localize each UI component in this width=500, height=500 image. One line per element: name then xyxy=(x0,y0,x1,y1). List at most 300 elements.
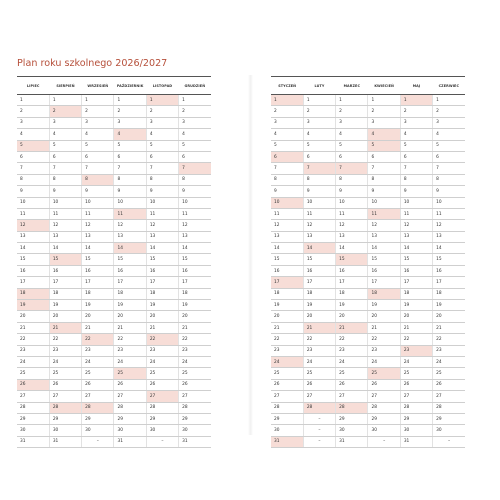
day-cell: 4 xyxy=(368,129,400,140)
day-cell: 22 xyxy=(82,334,114,345)
day-cell: 21 xyxy=(114,322,146,333)
day-cell: – xyxy=(303,425,335,436)
day-cell: 15 xyxy=(336,254,368,265)
day-cell: 12 xyxy=(114,220,146,231)
day-cell: 19 xyxy=(17,300,49,311)
day-row xyxy=(17,413,211,424)
day-cell: 19 xyxy=(49,300,81,311)
day-cell: 11 xyxy=(82,208,114,219)
day-cell: 25 xyxy=(271,368,303,379)
day-cell: 28 xyxy=(179,402,211,413)
day-cell: 5 xyxy=(82,140,114,151)
day-cell: 13 xyxy=(336,231,368,242)
day-cell: 23 xyxy=(49,345,81,356)
day-cell: 10 xyxy=(271,197,303,208)
day-cell: 22 xyxy=(146,334,178,345)
day-cell: – xyxy=(146,436,178,447)
day-cell: 1 xyxy=(433,95,465,106)
day-row xyxy=(271,345,465,356)
day-row xyxy=(17,402,211,413)
day-cell: 23 xyxy=(368,345,400,356)
day-cell: 29 xyxy=(433,413,465,424)
day-cell: 22 xyxy=(336,334,368,345)
day-cell: 14 xyxy=(336,243,368,254)
day-cell: 16 xyxy=(146,265,178,276)
day-cell: 5 xyxy=(271,140,303,151)
day-cell: 29 xyxy=(368,413,400,424)
day-cell: 17 xyxy=(336,277,368,288)
day-cell: 9 xyxy=(146,186,178,197)
day-cell: 5 xyxy=(17,140,49,151)
day-row xyxy=(17,129,211,140)
day-row xyxy=(17,436,211,447)
day-cell: 25 xyxy=(303,368,335,379)
day-cell: 15 xyxy=(271,254,303,265)
day-cell: 2 xyxy=(82,106,114,117)
day-row xyxy=(271,254,465,265)
day-cell: 18 xyxy=(49,288,81,299)
day-cell: 5 xyxy=(368,140,400,151)
day-cell: 10 xyxy=(179,197,211,208)
day-row xyxy=(271,413,465,424)
day-row xyxy=(271,288,465,299)
day-cell: 14 xyxy=(433,243,465,254)
day-cell: 13 xyxy=(303,231,335,242)
day-cell: 18 xyxy=(433,288,465,299)
day-cell: 10 xyxy=(400,197,432,208)
day-cell: 23 xyxy=(17,345,49,356)
day-cell: 24 xyxy=(114,356,146,367)
day-cell: 11 xyxy=(17,208,49,219)
day-cell: 28 xyxy=(368,402,400,413)
day-cell: 23 xyxy=(303,345,335,356)
day-cell: 30 xyxy=(146,425,178,436)
day-cell: 24 xyxy=(17,356,49,367)
day-row xyxy=(17,163,211,174)
day-cell: 16 xyxy=(271,265,303,276)
day-cell: 6 xyxy=(433,151,465,162)
day-cell: 26 xyxy=(400,379,432,390)
day-cell: 22 xyxy=(400,334,432,345)
day-cell: 31 xyxy=(336,436,368,447)
day-cell: 17 xyxy=(303,277,335,288)
day-cell: 15 xyxy=(400,254,432,265)
day-cell: 27 xyxy=(433,391,465,402)
day-cell: 25 xyxy=(433,368,465,379)
day-cell: 27 xyxy=(146,391,178,402)
day-cell: 27 xyxy=(49,391,81,402)
day-row xyxy=(271,140,465,151)
day-cell: 3 xyxy=(179,117,211,128)
day-cell: 4 xyxy=(114,129,146,140)
day-cell: 21 xyxy=(146,322,178,333)
day-row xyxy=(271,436,465,447)
day-cell: 3 xyxy=(368,117,400,128)
day-cell: 29 xyxy=(336,413,368,424)
day-row xyxy=(271,151,465,162)
day-row xyxy=(17,425,211,436)
day-cell: 1 xyxy=(303,95,335,106)
day-cell: 11 xyxy=(303,208,335,219)
day-cell: 15 xyxy=(179,254,211,265)
day-cell: 18 xyxy=(179,288,211,299)
day-cell: 1 xyxy=(114,95,146,106)
day-cell: 6 xyxy=(49,151,81,162)
day-cell: 20 xyxy=(303,311,335,322)
day-cell: 21 xyxy=(271,322,303,333)
day-cell: 4 xyxy=(179,129,211,140)
day-cell: 24 xyxy=(271,356,303,367)
day-cell: 19 xyxy=(336,300,368,311)
day-cell: 19 xyxy=(146,300,178,311)
day-cell: 21 xyxy=(17,322,49,333)
day-cell: 22 xyxy=(433,334,465,345)
day-cell: 8 xyxy=(336,174,368,185)
day-cell: – xyxy=(433,436,465,447)
day-cell: 19 xyxy=(179,300,211,311)
day-cell: 3 xyxy=(114,117,146,128)
day-cell: 27 xyxy=(303,391,335,402)
day-cell: 20 xyxy=(433,311,465,322)
day-cell: 13 xyxy=(400,231,432,242)
day-cell: 6 xyxy=(114,151,146,162)
day-cell: 2 xyxy=(179,106,211,117)
day-cell: 25 xyxy=(146,368,178,379)
day-cell: 10 xyxy=(433,197,465,208)
day-cell: 29 xyxy=(400,413,432,424)
month-header: LUTY xyxy=(303,77,335,95)
left-page xyxy=(17,76,211,448)
day-row xyxy=(17,277,211,288)
day-cell: 5 xyxy=(179,140,211,151)
day-row xyxy=(17,368,211,379)
day-cell: 25 xyxy=(179,368,211,379)
day-cell: 26 xyxy=(336,379,368,390)
day-cell: 21 xyxy=(82,322,114,333)
day-cell: 14 xyxy=(17,243,49,254)
day-cell: 31 xyxy=(179,436,211,447)
day-cell: 4 xyxy=(49,129,81,140)
day-cell: 2 xyxy=(114,106,146,117)
day-cell: 7 xyxy=(49,163,81,174)
day-cell: 4 xyxy=(271,129,303,140)
day-row xyxy=(271,277,465,288)
day-row xyxy=(17,106,211,117)
day-row xyxy=(271,186,465,197)
day-cell: 28 xyxy=(336,402,368,413)
day-cell: 3 xyxy=(400,117,432,128)
day-cell: 4 xyxy=(400,129,432,140)
day-cell: 24 xyxy=(146,356,178,367)
day-cell: 2 xyxy=(146,106,178,117)
day-row xyxy=(271,117,465,128)
day-cell: 26 xyxy=(271,379,303,390)
day-cell: 12 xyxy=(17,220,49,231)
day-cell: 17 xyxy=(179,277,211,288)
day-cell: 17 xyxy=(49,277,81,288)
day-cell: 30 xyxy=(82,425,114,436)
day-cell: 22 xyxy=(368,334,400,345)
day-cell: 11 xyxy=(179,208,211,219)
day-cell: 31 xyxy=(271,436,303,447)
day-cell: 25 xyxy=(114,368,146,379)
day-cell: 9 xyxy=(368,186,400,197)
plan-title: Plan roku szkolnego 2026/2027 xyxy=(17,58,168,69)
day-cell: 21 xyxy=(49,322,81,333)
month-header: GRUDZIEŃ xyxy=(179,77,211,95)
day-row xyxy=(271,322,465,333)
day-row xyxy=(17,300,211,311)
day-cell: 27 xyxy=(82,391,114,402)
month-header: KWIECIEŃ xyxy=(368,77,400,95)
day-cell: 22 xyxy=(17,334,49,345)
day-cell: 3 xyxy=(49,117,81,128)
day-cell: 19 xyxy=(400,300,432,311)
day-cell: 25 xyxy=(368,368,400,379)
day-cell: 13 xyxy=(49,231,81,242)
day-cell: 23 xyxy=(271,345,303,356)
day-cell: 14 xyxy=(271,243,303,254)
day-cell: 29 xyxy=(146,413,178,424)
day-cell: 19 xyxy=(271,300,303,311)
day-cell: 3 xyxy=(336,117,368,128)
month-header: LIPIEC xyxy=(17,77,49,95)
day-cell: 13 xyxy=(368,231,400,242)
month-header-row xyxy=(271,77,465,95)
day-cell: 15 xyxy=(433,254,465,265)
day-cell: 30 xyxy=(179,425,211,436)
day-cell: 22 xyxy=(271,334,303,345)
day-cell: 5 xyxy=(303,140,335,151)
day-cell: 1 xyxy=(336,95,368,106)
day-cell: 15 xyxy=(17,254,49,265)
day-cell: 22 xyxy=(303,334,335,345)
day-cell: 26 xyxy=(433,379,465,390)
day-cell: 31 xyxy=(114,436,146,447)
day-cell: 8 xyxy=(433,174,465,185)
day-row xyxy=(271,379,465,390)
day-cell: 13 xyxy=(17,231,49,242)
day-cell: 24 xyxy=(368,356,400,367)
day-cell: 15 xyxy=(368,254,400,265)
day-cell: 20 xyxy=(82,311,114,322)
day-cell: 2 xyxy=(17,106,49,117)
day-row xyxy=(17,334,211,345)
day-cell: 27 xyxy=(179,391,211,402)
day-cell: 31 xyxy=(400,436,432,447)
day-cell: 14 xyxy=(179,243,211,254)
day-cell: 8 xyxy=(179,174,211,185)
day-cell: 18 xyxy=(368,288,400,299)
day-cell: 27 xyxy=(114,391,146,402)
day-cell: 20 xyxy=(17,311,49,322)
day-row xyxy=(271,265,465,276)
day-cell: 19 xyxy=(433,300,465,311)
day-cell: 19 xyxy=(82,300,114,311)
day-cell: 6 xyxy=(303,151,335,162)
day-cell: 16 xyxy=(400,265,432,276)
day-cell: 1 xyxy=(146,95,178,106)
day-cell: 6 xyxy=(146,151,178,162)
day-cell: 27 xyxy=(368,391,400,402)
day-cell: 29 xyxy=(114,413,146,424)
day-cell: 20 xyxy=(114,311,146,322)
day-row xyxy=(271,197,465,208)
day-cell: 6 xyxy=(82,151,114,162)
day-cell: 28 xyxy=(146,402,178,413)
day-cell: 3 xyxy=(82,117,114,128)
day-cell: 21 xyxy=(433,322,465,333)
day-cell: 1 xyxy=(271,95,303,106)
day-cell: 28 xyxy=(433,402,465,413)
day-cell: 18 xyxy=(114,288,146,299)
day-cell: 16 xyxy=(49,265,81,276)
day-cell: 19 xyxy=(303,300,335,311)
day-cell: 9 xyxy=(336,186,368,197)
day-cell: 27 xyxy=(400,391,432,402)
day-cell: 19 xyxy=(368,300,400,311)
day-cell: 6 xyxy=(368,151,400,162)
day-cell: 1 xyxy=(368,95,400,106)
month-header: MARZEC xyxy=(336,77,368,95)
day-cell: 22 xyxy=(49,334,81,345)
day-cell: 3 xyxy=(303,117,335,128)
day-cell: 7 xyxy=(82,163,114,174)
day-cell: 12 xyxy=(400,220,432,231)
day-cell: 24 xyxy=(303,356,335,367)
day-cell: 25 xyxy=(336,368,368,379)
day-cell: 16 xyxy=(179,265,211,276)
day-row xyxy=(17,322,211,333)
day-cell: 14 xyxy=(400,243,432,254)
day-row xyxy=(17,186,211,197)
day-cell: – xyxy=(82,436,114,447)
day-row xyxy=(17,197,211,208)
day-cell: 10 xyxy=(336,197,368,208)
day-cell: – xyxy=(303,436,335,447)
day-cell: 3 xyxy=(271,117,303,128)
right-page xyxy=(271,76,465,448)
day-cell: 28 xyxy=(271,402,303,413)
day-cell: 13 xyxy=(179,231,211,242)
day-cell: 30 xyxy=(400,425,432,436)
day-cell: 21 xyxy=(336,322,368,333)
day-cell: 30 xyxy=(49,425,81,436)
day-cell: 7 xyxy=(433,163,465,174)
day-cell: 8 xyxy=(114,174,146,185)
day-cell: 17 xyxy=(368,277,400,288)
day-row xyxy=(17,95,211,106)
day-cell: 7 xyxy=(146,163,178,174)
day-cell: 14 xyxy=(82,243,114,254)
day-row xyxy=(17,265,211,276)
day-cell: 24 xyxy=(49,356,81,367)
day-row xyxy=(271,231,465,242)
day-cell: 12 xyxy=(303,220,335,231)
day-cell: 23 xyxy=(114,345,146,356)
day-cell: 14 xyxy=(146,243,178,254)
day-cell: 17 xyxy=(82,277,114,288)
day-cell: 24 xyxy=(400,356,432,367)
day-cell: 5 xyxy=(400,140,432,151)
day-cell: 18 xyxy=(146,288,178,299)
day-cell: 25 xyxy=(400,368,432,379)
day-cell: 10 xyxy=(146,197,178,208)
day-cell: 13 xyxy=(146,231,178,242)
day-cell: 24 xyxy=(433,356,465,367)
day-cell: 5 xyxy=(114,140,146,151)
day-cell: 5 xyxy=(433,140,465,151)
day-row xyxy=(17,220,211,231)
day-row xyxy=(271,425,465,436)
day-cell: 16 xyxy=(82,265,114,276)
day-cell: 18 xyxy=(82,288,114,299)
day-cell: 8 xyxy=(82,174,114,185)
month-header: STYCZEŃ xyxy=(271,77,303,95)
day-cell: 16 xyxy=(433,265,465,276)
day-cell: 15 xyxy=(114,254,146,265)
day-row xyxy=(17,288,211,299)
day-cell: 12 xyxy=(82,220,114,231)
day-cell: 20 xyxy=(179,311,211,322)
day-cell: 25 xyxy=(82,368,114,379)
day-cell: 11 xyxy=(336,208,368,219)
day-cell: 17 xyxy=(17,277,49,288)
book-gutter xyxy=(248,75,253,435)
day-cell: 13 xyxy=(82,231,114,242)
day-cell: 12 xyxy=(49,220,81,231)
day-cell: 26 xyxy=(82,379,114,390)
day-cell: 6 xyxy=(400,151,432,162)
day-cell: 2 xyxy=(271,106,303,117)
month-header-row xyxy=(17,77,211,95)
day-cell: 7 xyxy=(17,163,49,174)
day-row xyxy=(271,129,465,140)
day-cell: 3 xyxy=(433,117,465,128)
day-row xyxy=(271,391,465,402)
day-row xyxy=(17,345,211,356)
day-cell: 18 xyxy=(336,288,368,299)
day-row xyxy=(271,300,465,311)
day-cell: 28 xyxy=(49,402,81,413)
day-cell: 28 xyxy=(303,402,335,413)
day-cell: 15 xyxy=(146,254,178,265)
day-cell: 11 xyxy=(271,208,303,219)
day-cell: 23 xyxy=(433,345,465,356)
day-cell: 9 xyxy=(17,186,49,197)
day-cell: 21 xyxy=(303,322,335,333)
day-cell: 13 xyxy=(433,231,465,242)
day-cell: 10 xyxy=(49,197,81,208)
day-cell: – xyxy=(368,436,400,447)
month-header: PAŹDZIERNIK xyxy=(114,77,146,95)
day-cell: 14 xyxy=(303,243,335,254)
day-cell: 9 xyxy=(400,186,432,197)
day-cell: 11 xyxy=(368,208,400,219)
day-row xyxy=(17,151,211,162)
day-cell: 27 xyxy=(17,391,49,402)
day-cell: 1 xyxy=(400,95,432,106)
day-row xyxy=(17,231,211,242)
day-cell: 6 xyxy=(271,151,303,162)
day-cell: 25 xyxy=(17,368,49,379)
day-cell: 15 xyxy=(82,254,114,265)
day-cell: 8 xyxy=(368,174,400,185)
day-cell: 20 xyxy=(271,311,303,322)
day-cell: 3 xyxy=(17,117,49,128)
day-cell: 30 xyxy=(336,425,368,436)
day-cell: 23 xyxy=(146,345,178,356)
